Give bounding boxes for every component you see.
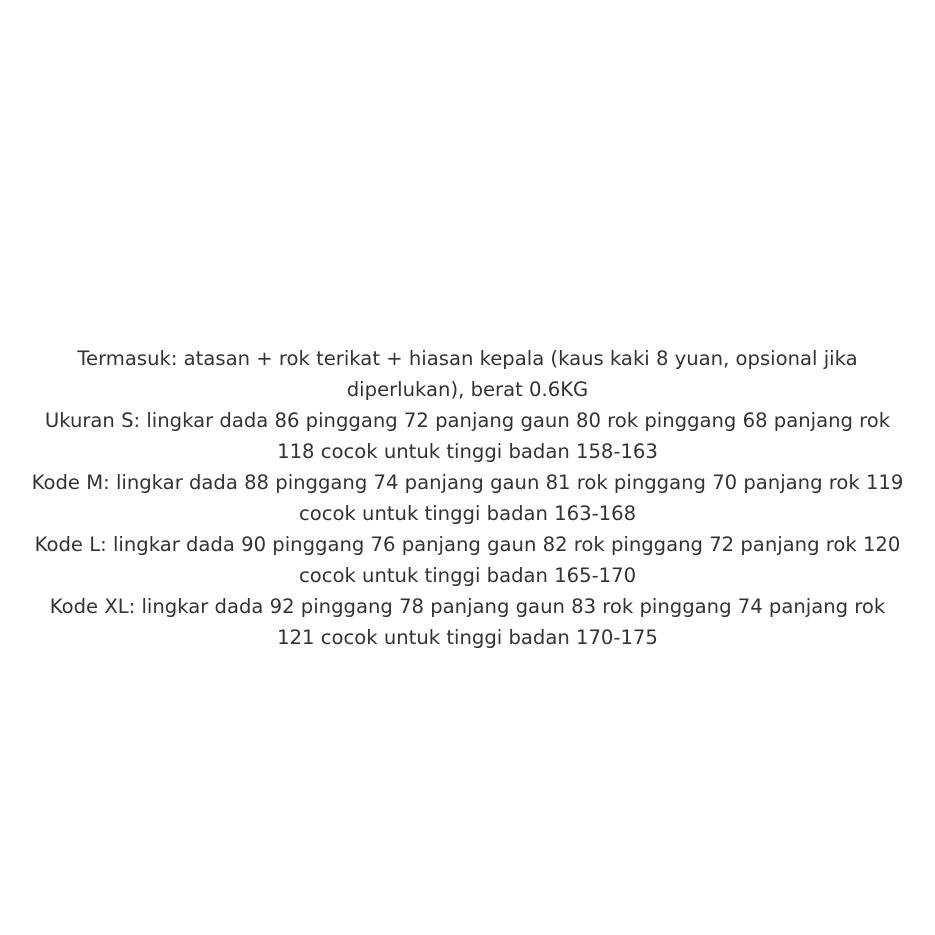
size-s-text: Ukuran S: lingkar dada 86 pinggang 72 panjang gaun 80 rok pinggang 68 panjang rok 118 cocok untuk tinggi badan 158-163 xyxy=(44,409,891,463)
size-l-text: Kode L: lingkar dada 90 pinggang 76 panjang gaun 82 rok pinggang 72 panjang rok 120 cocok untuk tinggi badan 165-170 xyxy=(34,533,901,587)
product-description xyxy=(28,343,907,653)
package-contents-text: Termasuk: atasan + rok terikat + hiasan kepala (kaus kaki 8 yuan, opsional jika diperlukan), berat 0.6KG xyxy=(77,347,858,401)
size-xl-text: Kode XL: lingkar dada 92 pinggang 78 panjang gaun 83 rok pinggang 74 panjang rok 121 cocok untuk tinggi badan 170-175 xyxy=(49,595,886,649)
size-m-text: Kode M: lingkar dada 88 pinggang 74 panjang gaun 81 rok pinggang 70 panjang rok 119 cocok untuk tinggi badan 163-168 xyxy=(31,471,904,525)
